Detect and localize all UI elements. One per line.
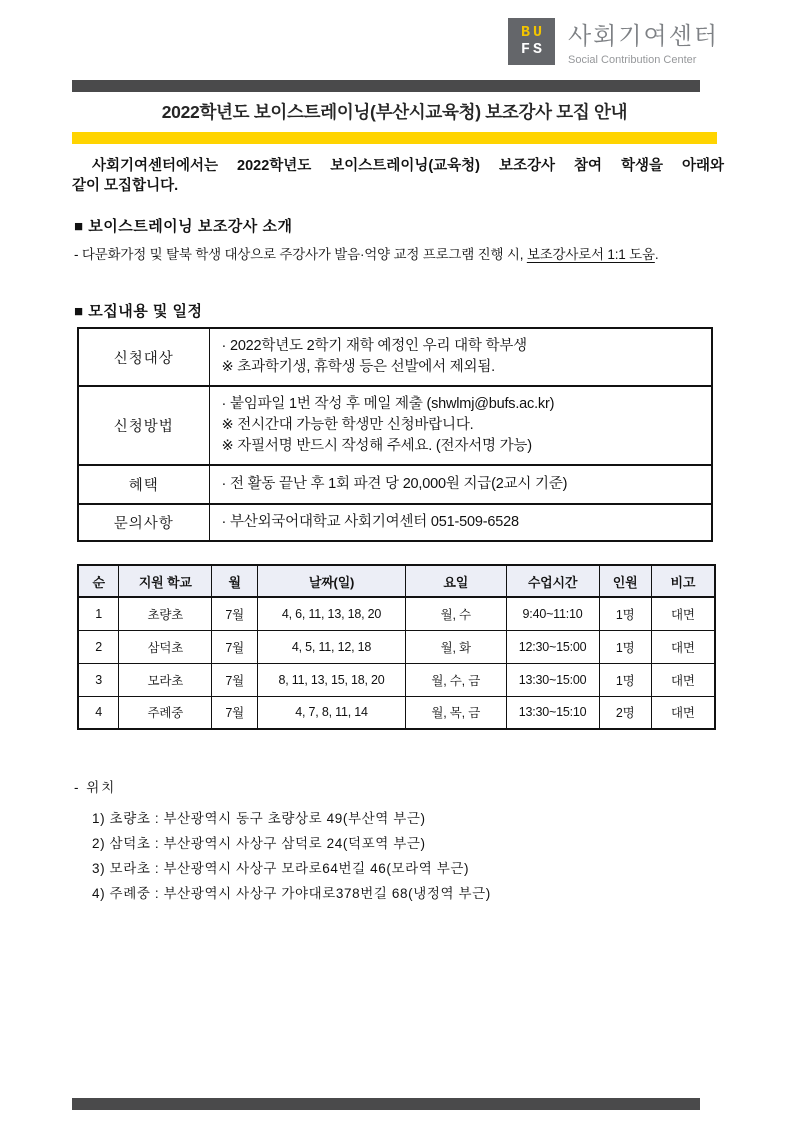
footer-rule-bar	[72, 1098, 700, 1110]
list-item: 3) 모라초 : 부산광역시 사상구 모라로64번길 46(모라역 부근)	[92, 861, 470, 876]
brand-header	[508, 16, 719, 66]
bullet-period: .	[654, 247, 659, 262]
cell-days: 월, 목, 금	[405, 696, 506, 729]
cell-note: 대면	[651, 630, 715, 663]
column-header: 지원 학교	[119, 565, 212, 597]
cell-headcount: 1명	[599, 663, 651, 696]
cell-school: 초량초	[119, 597, 212, 630]
location-section	[74, 776, 491, 906]
cell-dates: 4, 5, 11, 12, 18	[258, 630, 406, 663]
content-line: ※ 전시간대 가능한 학생만 신청바랍니다.	[221, 417, 474, 433]
row-content	[209, 386, 712, 465]
cell-time: 9:40~11:10	[506, 597, 599, 630]
table-row	[78, 696, 715, 729]
cell-seq: 2	[78, 630, 119, 663]
cell-school: 삼덕초	[119, 630, 212, 663]
column-header: 월	[212, 565, 258, 597]
cell-time: 13:30~15:10	[506, 696, 599, 729]
column-header: 순	[78, 565, 119, 597]
table-row	[78, 386, 712, 465]
row-label: 신청대상	[78, 328, 209, 386]
intro-paragraph	[72, 156, 724, 196]
cell-month: 7월	[212, 597, 258, 630]
cell-note: 대면	[651, 663, 715, 696]
table-row	[78, 465, 712, 504]
column-header: 날짜(일)	[258, 565, 406, 597]
row-label: 신청방법	[78, 386, 209, 465]
row-content	[209, 504, 712, 541]
recruitment-info-table	[77, 327, 713, 542]
cell-dates: 8, 11, 13, 15, 18, 20	[258, 663, 406, 696]
header-rule-bar	[72, 80, 700, 92]
cell-days: 월, 화	[405, 630, 506, 663]
column-header: 수업시간	[506, 565, 599, 597]
intro-line-2: 같이 모집합니다.	[72, 178, 179, 194]
logo-line1: BU	[520, 24, 545, 41]
column-header: 인원	[599, 565, 651, 597]
row-content	[209, 328, 712, 386]
cell-dates: 4, 7, 8, 11, 14	[258, 696, 406, 729]
bufs-logo-icon	[508, 18, 555, 65]
cell-school: 주례중	[119, 696, 212, 729]
content-line: · 2022학년도 2학기 재학 예정인 우리 대학 학부생	[221, 338, 527, 354]
content-line: · 부산외국어대학교 사회기여센터 051-509-6528	[221, 514, 519, 530]
table-header-row	[78, 565, 715, 597]
cell-month: 7월	[212, 630, 258, 663]
org-name-korean: 사회기여센터	[568, 23, 720, 50]
bullet-underlined-text: 보조강사로서 1:1 도움	[526, 247, 655, 262]
cell-time: 13:30~15:00	[506, 663, 599, 696]
schedule-table	[77, 564, 716, 730]
row-label: 혜택	[78, 465, 209, 504]
cell-headcount: 1명	[599, 597, 651, 630]
table-row	[78, 630, 715, 663]
cell-time: 12:30~15:00	[506, 630, 599, 663]
list-item: 4) 주례중 : 부산광역시 사상구 가야대로378번길 68(냉정역 부근)	[92, 886, 491, 901]
page-title: 2022학년도 보이스트레이닝(부산시교육청) 보조강사 모집 안내	[161, 102, 628, 122]
row-content	[209, 465, 712, 504]
cell-seq: 3	[78, 663, 119, 696]
cell-seq: 1	[78, 597, 119, 630]
section1-bullet	[74, 243, 724, 263]
content-line: ※ 자필서명 반드시 작성해 주세요. (전자서명 가능)	[221, 438, 532, 454]
cell-school: 모라초	[119, 663, 212, 696]
intro-line-1: 사회기여센터에서는 2022학년도 보이스트레이닝(교육청) 보조강사 참여 학생을 아래와	[92, 158, 724, 174]
section-heading-recruitment: ■ 모집내용 및 일정	[74, 303, 203, 320]
location-heading: - 위치	[74, 780, 117, 795]
cell-note: 대면	[651, 597, 715, 630]
cell-month: 7월	[212, 663, 258, 696]
location-list	[74, 806, 491, 906]
cell-dates: 4, 6, 11, 13, 18, 20	[258, 597, 406, 630]
cell-month: 7월	[212, 696, 258, 729]
cell-days: 월, 수, 금	[405, 663, 506, 696]
table-row	[78, 328, 712, 386]
list-item: 1) 초량초 : 부산광역시 동구 초량상로 49(부산역 부근)	[92, 811, 426, 826]
table-row	[78, 663, 715, 696]
cell-note: 대면	[651, 696, 715, 729]
section-heading-introduction: ■ 보이스트레이닝 보조강사 소개	[74, 218, 293, 235]
column-header: 비고	[651, 565, 715, 597]
table-row	[78, 597, 715, 630]
content-line: · 전 활동 끝난 후 1회 파견 당 20,000원 지급(2교시 기준)	[221, 476, 568, 492]
column-header: 요일	[405, 565, 506, 597]
content-line: · 붙임파일 1번 작성 후 메일 제출 (shwlmj@bufs.ac.kr)	[221, 396, 555, 412]
cell-headcount: 2명	[599, 696, 651, 729]
cell-seq: 4	[78, 696, 119, 729]
org-name-english: Social Contribution Center	[568, 54, 697, 66]
cell-days: 월, 수	[405, 597, 506, 630]
table-row	[78, 504, 712, 541]
bullet-text: - 다문화가정 및 탈북 학생 대상으로 주강사가 발음·억양 교정 프로그램 진행 시,	[74, 247, 527, 262]
cell-headcount: 1명	[599, 630, 651, 663]
row-label: 문의사항	[78, 504, 209, 541]
content-line: ※ 초과학기생, 휴학생 등은 선발에서 제외됨.	[221, 359, 495, 375]
title-underline-bar	[72, 132, 717, 144]
logo-line2: FS	[520, 41, 545, 58]
brand-text	[568, 16, 719, 66]
list-item: 2) 삼덕초 : 부산광역시 사상구 삼덕로 24(덕포역 부근)	[92, 836, 426, 851]
